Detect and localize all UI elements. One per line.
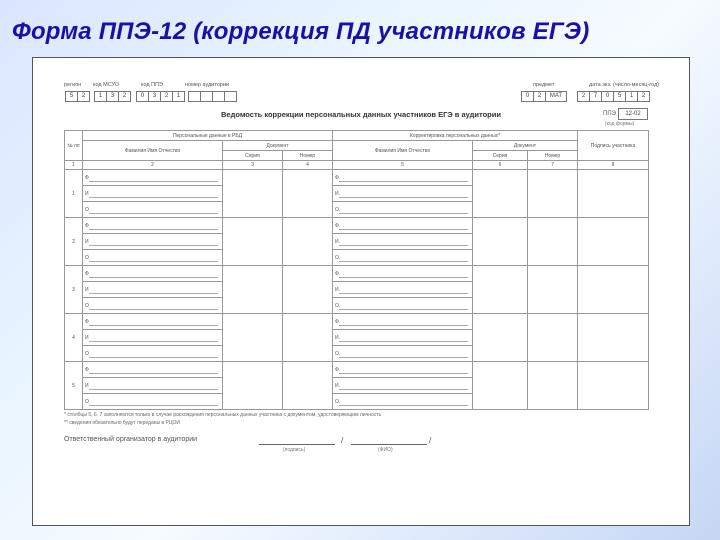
signature-cell[interactable] [578, 218, 649, 266]
ppe-boxes [137, 91, 185, 102]
fio-corrected-cell[interactable] [333, 234, 473, 250]
fio-corrected-cell[interactable] [333, 202, 473, 218]
header-number: Номер [283, 151, 333, 161]
fio-cell-prefix: О [85, 398, 89, 405]
signature-cell[interactable] [578, 314, 649, 362]
fio-cell[interactable] [83, 186, 223, 202]
number-corrected-cell[interactable] [528, 218, 578, 266]
fio-cell-prefix: Ф [85, 318, 89, 325]
subject-box: 2 [533, 91, 546, 102]
form-heading: Ведомость коррекции персональных данных участников ЕГЭ в аудитории [221, 110, 501, 119]
ppe-box: 0 [136, 91, 149, 102]
signature-line[interactable] [259, 444, 335, 445]
fio-corrected-cell[interactable] [333, 282, 473, 298]
fio-cell[interactable] [83, 250, 223, 266]
header-fio: Фамилия Имя Отчество [83, 141, 223, 161]
ate-box: 3 [106, 91, 119, 102]
fio-cell[interactable] [83, 378, 223, 394]
date-box: 5 [613, 91, 626, 102]
date-box: 1 [625, 91, 638, 102]
row-number: 3 [65, 266, 83, 314]
fio-cell-prefix: И [85, 286, 89, 293]
slide-title: Форма ППЭ-12 (коррекция ПД участников ЕГЭ) [12, 18, 590, 45]
series-corrected-cell[interactable] [473, 266, 528, 314]
fio-corrected-cell-prefix: О. [335, 398, 341, 405]
region-box: 5 [65, 91, 78, 102]
table-row [65, 314, 649, 330]
col-number: 5 [333, 161, 473, 170]
fio-corrected-cell[interactable] [333, 378, 473, 394]
number-corrected-cell[interactable] [528, 362, 578, 410]
date-box: 7 [589, 91, 602, 102]
fio-cell-prefix: И [85, 190, 89, 197]
ppe-form-sub: (код формы) [605, 121, 635, 127]
fio-corrected-cell[interactable] [333, 170, 473, 186]
series-corrected-cell[interactable] [473, 362, 528, 410]
fio-corrected-cell-prefix: О. [335, 302, 341, 309]
form-document [32, 57, 690, 526]
fio-corrected-cell-prefix: Ф. [335, 270, 341, 277]
fio-cell-prefix: О [85, 254, 89, 261]
signature-cell[interactable] [578, 362, 649, 410]
col-number: 2 [83, 161, 223, 170]
fio-cell-prefix: Ф [85, 222, 89, 229]
footnote-2: ** сведения обязательно будут переданы в РЦОИ [64, 420, 180, 426]
audience-boxes [189, 91, 237, 102]
fio-corrected-cell-prefix: О. [335, 350, 341, 357]
header-doc: Документ [223, 141, 333, 151]
table-row [65, 218, 649, 234]
fio-corrected-cell-prefix: О. [335, 254, 341, 261]
fio-corrected-cell-prefix: И. [335, 190, 340, 197]
fio-corrected-cell[interactable] [333, 218, 473, 234]
ppe-box: 1 [172, 91, 185, 102]
fio-cell[interactable] [83, 218, 223, 234]
signature-slash: / [341, 436, 344, 445]
fio-corrected-cell-prefix: О. [335, 206, 341, 213]
fio-cell-prefix: О [85, 206, 89, 213]
ppe-box: 2 [160, 91, 173, 102]
header-series2: Серия [473, 151, 528, 161]
series-cell[interactable] [223, 266, 283, 314]
series-corrected-cell[interactable] [473, 314, 528, 362]
fio-cell[interactable] [83, 282, 223, 298]
fio-cell[interactable] [83, 330, 223, 346]
number-corrected-cell[interactable] [528, 314, 578, 362]
correction-table [64, 130, 649, 410]
fio-corrected-cell-prefix: Ф. [335, 366, 341, 373]
table-row [65, 170, 649, 186]
date-box: 0 [601, 91, 614, 102]
ppe-form-code: 12-02 [618, 108, 648, 120]
footnote-1: * столбцы 5, 6, 7 заполняются только в случае расхождения персональных данных участника с документом, удостоверяющим личность [64, 412, 382, 418]
series-cell[interactable] [223, 170, 283, 218]
fio-corrected-cell-prefix: Ф. [335, 222, 341, 229]
fio-cell[interactable] [83, 298, 223, 314]
col-number: 6 [473, 161, 528, 170]
number-cell[interactable] [283, 218, 333, 266]
col-number: 3 [223, 161, 283, 170]
date-boxes [578, 91, 650, 102]
header-corrected: Корректировка персональных данных* [333, 131, 578, 141]
row-number: 4 [65, 314, 83, 362]
fio-cell[interactable] [83, 346, 223, 362]
fio-cell[interactable] [83, 314, 223, 330]
number-cell[interactable] [283, 266, 333, 314]
fio-corrected-cell-prefix: И. [335, 334, 340, 341]
col-number: 4 [283, 161, 333, 170]
fio-cell-prefix: И [85, 334, 89, 341]
name-line[interactable] [351, 444, 427, 445]
series-corrected-cell[interactable] [473, 170, 528, 218]
fio-cell[interactable] [83, 234, 223, 250]
label-exam-date: дата экз. (число-месяц-год) [589, 82, 660, 88]
col-number: 1 [65, 161, 83, 170]
ate-box: 2 [118, 91, 131, 102]
number-corrected-cell[interactable] [528, 170, 578, 218]
audience-box[interactable] [224, 91, 237, 102]
fio-corrected-cell[interactable] [333, 298, 473, 314]
number-cell[interactable] [283, 362, 333, 410]
fio-cell-prefix: И [85, 382, 89, 389]
name-caption: (ФИО) [378, 447, 393, 453]
header-sign: Подпись участника [578, 131, 649, 161]
fio-cell-prefix: И [85, 238, 89, 245]
number-cell[interactable] [283, 170, 333, 218]
header-personal: Персональные данные в РБД [83, 131, 333, 141]
fio-cell-prefix: Ф [85, 270, 89, 277]
ppe-box: 3 [148, 91, 161, 102]
fio-cell[interactable] [83, 394, 223, 410]
fio-corrected-cell-prefix: И. [335, 286, 340, 293]
ppe-form-label: ППЭ [603, 111, 616, 117]
series-corrected-cell[interactable] [473, 218, 528, 266]
fio-corrected-cell[interactable] [333, 330, 473, 346]
number-cell[interactable] [283, 314, 333, 362]
series-cell[interactable] [223, 218, 283, 266]
signature-caption: (подпись) [283, 447, 306, 453]
col-number: 8 [578, 161, 649, 170]
fio-cell-prefix: Ф [85, 366, 89, 373]
label-ate: код МСУО [93, 82, 120, 88]
fio-corrected-cell[interactable] [333, 346, 473, 362]
fio-cell[interactable] [83, 362, 223, 378]
signature-label: Ответственный организатор в аудитории [64, 436, 198, 443]
row-number: 2 [65, 218, 83, 266]
fio-cell-prefix: О [85, 302, 89, 309]
table-row [65, 362, 649, 378]
date-box: 2 [577, 91, 590, 102]
row-number: 5 [65, 362, 83, 410]
col-number: 7 [528, 161, 578, 170]
table-row [65, 266, 649, 282]
subject-box: 0 [521, 91, 534, 102]
series-cell[interactable] [223, 362, 283, 410]
signature-cell[interactable] [578, 170, 649, 218]
signature-cell[interactable] [578, 266, 649, 314]
number-corrected-cell[interactable] [528, 266, 578, 314]
fio-corrected-cell[interactable] [333, 394, 473, 410]
header-doc2: Документ [473, 141, 578, 151]
header-number2: Номер [528, 151, 578, 161]
row-number: 1 [65, 170, 83, 218]
region-boxes [66, 91, 90, 102]
signature-slash: / [429, 436, 432, 445]
header-series: Серия [223, 151, 283, 161]
label-audience: номер аудитории [185, 82, 230, 88]
label-ppe-code: код ППЭ [141, 82, 164, 88]
header-fio2: Фамилия Имя Отчество [333, 141, 473, 161]
region-box: 2 [77, 91, 90, 102]
subject-boxes [522, 91, 567, 102]
ate-boxes [95, 91, 131, 102]
ate-box: 1 [94, 91, 107, 102]
fio-corrected-cell-prefix: Ф. [335, 318, 341, 325]
fio-cell-prefix: Ф [85, 174, 89, 181]
fio-corrected-cell[interactable] [333, 314, 473, 330]
fio-corrected-cell[interactable] [333, 250, 473, 266]
label-region: регион [64, 82, 82, 88]
header-num: № пп [65, 131, 83, 161]
label-subject: предмет [533, 82, 555, 88]
fio-corrected-cell[interactable] [333, 186, 473, 202]
fio-cell[interactable] [83, 170, 223, 186]
fio-cell[interactable] [83, 266, 223, 282]
fio-cell-prefix: О [85, 350, 89, 357]
subject-box: МАТ [545, 91, 567, 102]
fio-corrected-cell-prefix: И. [335, 382, 340, 389]
fio-corrected-cell-prefix: И. [335, 238, 340, 245]
fio-cell[interactable] [83, 202, 223, 218]
fio-corrected-cell[interactable] [333, 266, 473, 282]
fio-corrected-cell[interactable] [333, 362, 473, 378]
date-box: 2 [637, 91, 650, 102]
series-cell[interactable] [223, 314, 283, 362]
fio-corrected-cell-prefix: Ф. [335, 174, 341, 181]
